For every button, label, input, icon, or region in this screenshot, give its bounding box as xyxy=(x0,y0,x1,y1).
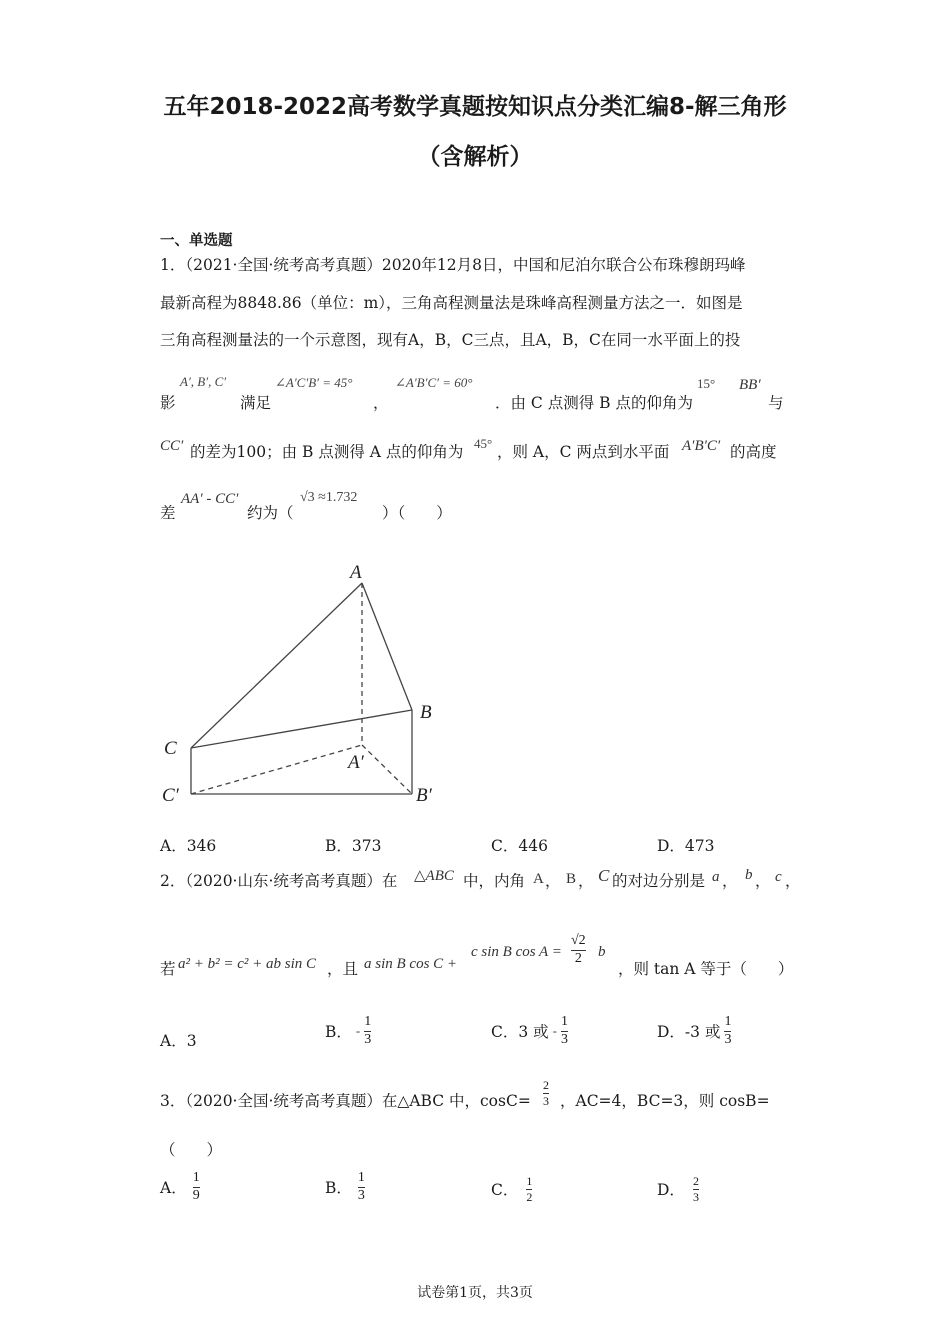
q1-math-angle-1: ∠A′C′B′ = 45° xyxy=(275,375,353,390)
frac-numerator: 1 xyxy=(561,1014,568,1029)
q1-option-c[interactable]: C．446 xyxy=(491,837,548,855)
page-footer: 试卷第1页，共3页 xyxy=(417,1285,533,1301)
label-c-prime: C′ xyxy=(162,785,179,806)
q3-option-c[interactable] xyxy=(491,1175,532,1203)
q1-option-a[interactable]: A．346 xyxy=(160,837,217,855)
q2-line-2-c: ，则 tan A 等于（ ） xyxy=(618,960,794,978)
frac-denominator: 2 xyxy=(526,1189,533,1204)
q3-line-1-a: 3．（2020·全国·统考高考真题）在△ABC 中，cosC= xyxy=(160,1092,531,1110)
frac-denominator: 3 xyxy=(357,1187,365,1203)
q1-option-d[interactable]: D．473 xyxy=(657,837,715,855)
q3-option-a[interactable] xyxy=(160,1171,200,1203)
q3-option-b[interactable] xyxy=(325,1171,365,1203)
frac-denominator: 3 xyxy=(561,1031,568,1047)
q2-fraction-sqrt2-over-2 xyxy=(571,929,586,966)
q2-option-b-fraction xyxy=(364,1015,371,1047)
frac-numerator: √2 xyxy=(571,933,586,948)
frac-numerator: 1 xyxy=(526,1174,533,1188)
frac-numerator: 1 xyxy=(357,1170,365,1185)
q1-line-2: 最新高程为8848.86（单位：m），三角高程测量法是珠峰高程测量方法之一．如图是 xyxy=(160,294,743,312)
q2-option-b[interactable] xyxy=(325,1015,371,1047)
q1-line-6-b: 约为（ xyxy=(247,504,294,522)
q1-text-and: 与 xyxy=(768,394,784,412)
q3-option-c-fraction xyxy=(526,1175,532,1203)
edge-cpap-dashed xyxy=(191,745,362,794)
q2-sep-2: ， xyxy=(578,872,594,890)
q2-sep-3: ， xyxy=(722,872,738,890)
frac-denominator: 9 xyxy=(192,1187,200,1203)
q2-math-angle-c: C xyxy=(598,866,610,885)
q2-math-eq1: a² + b² = c² + ab sin C xyxy=(178,956,317,972)
frac-denominator: 3 xyxy=(364,1031,372,1047)
q1-line-1: 1．（2021·全国·统考高考真题）2020年12月8日，中国和尼泊尔联合公布珠穆朗玛峰 xyxy=(160,256,746,274)
q2-option-c-label: C．3 或 xyxy=(491,1023,549,1042)
q2-option-b-sign: - xyxy=(355,1023,361,1039)
label-b: B xyxy=(420,702,432,723)
edge-apbp-dashed xyxy=(362,745,412,794)
q3-option-c-label: C． xyxy=(491,1181,519,1200)
q3-line-1-b: ，AC=4，BC=3，则 cosB= xyxy=(560,1092,770,1110)
q1-text-satisfy: 满足 xyxy=(240,394,272,412)
q1-comma: ， xyxy=(373,394,389,412)
q3-option-a-label: A． xyxy=(160,1179,187,1198)
q3-option-d-fraction xyxy=(693,1175,699,1203)
q3-option-a-fraction xyxy=(193,1171,200,1203)
q2-math-eq3b: b xyxy=(598,944,606,960)
q1-figure xyxy=(150,550,450,810)
q1-math-plane: A′B′C′ xyxy=(682,438,721,454)
q2-math-angle-b: B xyxy=(566,871,577,887)
q1-math-sqrt3: √3 ≈1.732 xyxy=(300,490,358,505)
q2-option-d[interactable] xyxy=(657,1015,731,1047)
q2-option-b-label: B． xyxy=(325,1023,352,1042)
q2-sep-4: ， xyxy=(755,872,771,890)
q1-math-projection: A′, B′, C′ xyxy=(180,374,227,389)
section-heading: 一、单选题 xyxy=(160,233,233,249)
q3-option-b-fraction xyxy=(358,1171,365,1203)
q1-line-6-c: ）（ ） xyxy=(382,504,452,522)
q2-option-d-fraction xyxy=(724,1015,731,1047)
q1-math-diff: AA′ - CC′ xyxy=(181,491,239,507)
q2-math-a: a xyxy=(712,869,720,885)
q1-math-bb: BB′ xyxy=(739,377,761,393)
q1-line-3: 三角高程测量法的一个示意图，现有A，B，C三点，且A，B，C在同一水平面上的投 xyxy=(160,331,741,349)
frac-numerator: 2 xyxy=(543,1078,549,1092)
q1-math-cc: CC′ xyxy=(160,438,184,454)
q2-option-c-sign: - xyxy=(552,1023,557,1039)
frac-numerator: 2 xyxy=(692,1174,699,1188)
q3-option-d[interactable] xyxy=(657,1175,699,1203)
q2-option-c-fraction xyxy=(561,1015,568,1047)
q2-line-1-b: 中，内角 xyxy=(463,872,526,890)
q2-option-c[interactable] xyxy=(491,1015,568,1047)
label-b-prime: B′ xyxy=(416,785,432,806)
frac-numerator: 1 xyxy=(364,1014,372,1029)
q2-math-eq2: a sin B cos C + xyxy=(364,956,458,972)
frac-denominator: 3 xyxy=(543,1093,549,1108)
q2-sep-5: ， xyxy=(785,872,801,890)
q1-line-5-c: 的高度 xyxy=(730,443,777,461)
q2-line-1-c: 的对边分别是 xyxy=(612,872,706,890)
frac-denominator: 2 xyxy=(574,950,582,966)
q1-math-angle-2: ∠A′B′C′ = 60° xyxy=(395,375,473,390)
q2-math-eq3a: c sin B cos A = xyxy=(471,944,562,960)
q2-option-d-label: D．-3 或 xyxy=(657,1023,721,1042)
q2-line-2-b: ，且 xyxy=(327,960,359,978)
q3-line-2: （ ） xyxy=(160,1141,223,1159)
frac-numerator: 1 xyxy=(192,1170,200,1185)
q1-line-5-a: 的差为100；由 B 点测得 A 点的仰角为 xyxy=(190,443,464,461)
label-c: C xyxy=(164,738,177,759)
q3-option-b-label: B． xyxy=(325,1179,352,1198)
q2-math-c: c xyxy=(775,869,782,885)
label-a-prime: A′ xyxy=(348,752,364,773)
q1-math-45deg: 45° xyxy=(474,436,493,451)
frac-denominator: 3 xyxy=(692,1189,699,1204)
q1-text-elevation-1: ．由 C 点测得 B 点的仰角为 xyxy=(495,394,693,412)
frac-denominator: 3 xyxy=(724,1031,732,1047)
edge-ab xyxy=(362,583,412,710)
page-title: 五年2018-2022高考数学真题按知识点分类汇编8-解三角形 xyxy=(163,94,787,120)
q2-line-1-a: 2．（2020·山东·统考高考真题）在 xyxy=(160,872,398,890)
page-subtitle: （含解析） xyxy=(417,144,533,170)
q2-math-triangle: △ABC xyxy=(414,868,454,884)
q1-line-5-b: ，则 A，C 两点到水平面 xyxy=(497,443,670,461)
q3-fraction-cos xyxy=(543,1074,549,1107)
q1-line-4-start: 影 xyxy=(160,394,176,412)
q2-line-2-a: 若 xyxy=(160,960,176,978)
frac-numerator: 1 xyxy=(724,1014,732,1029)
q1-line-6-a: 差 xyxy=(160,504,176,522)
q1-math-15deg: 15° xyxy=(697,376,716,391)
q2-math-angle-a: A xyxy=(533,871,544,887)
label-a: A xyxy=(350,562,362,583)
q2-option-a[interactable]: A．3 xyxy=(160,1032,197,1050)
q3-option-d-label: D． xyxy=(657,1181,685,1200)
q1-option-b[interactable]: B．373 xyxy=(325,837,382,855)
q2-math-b: b xyxy=(745,867,753,883)
q2-sep-1: ， xyxy=(545,872,561,890)
